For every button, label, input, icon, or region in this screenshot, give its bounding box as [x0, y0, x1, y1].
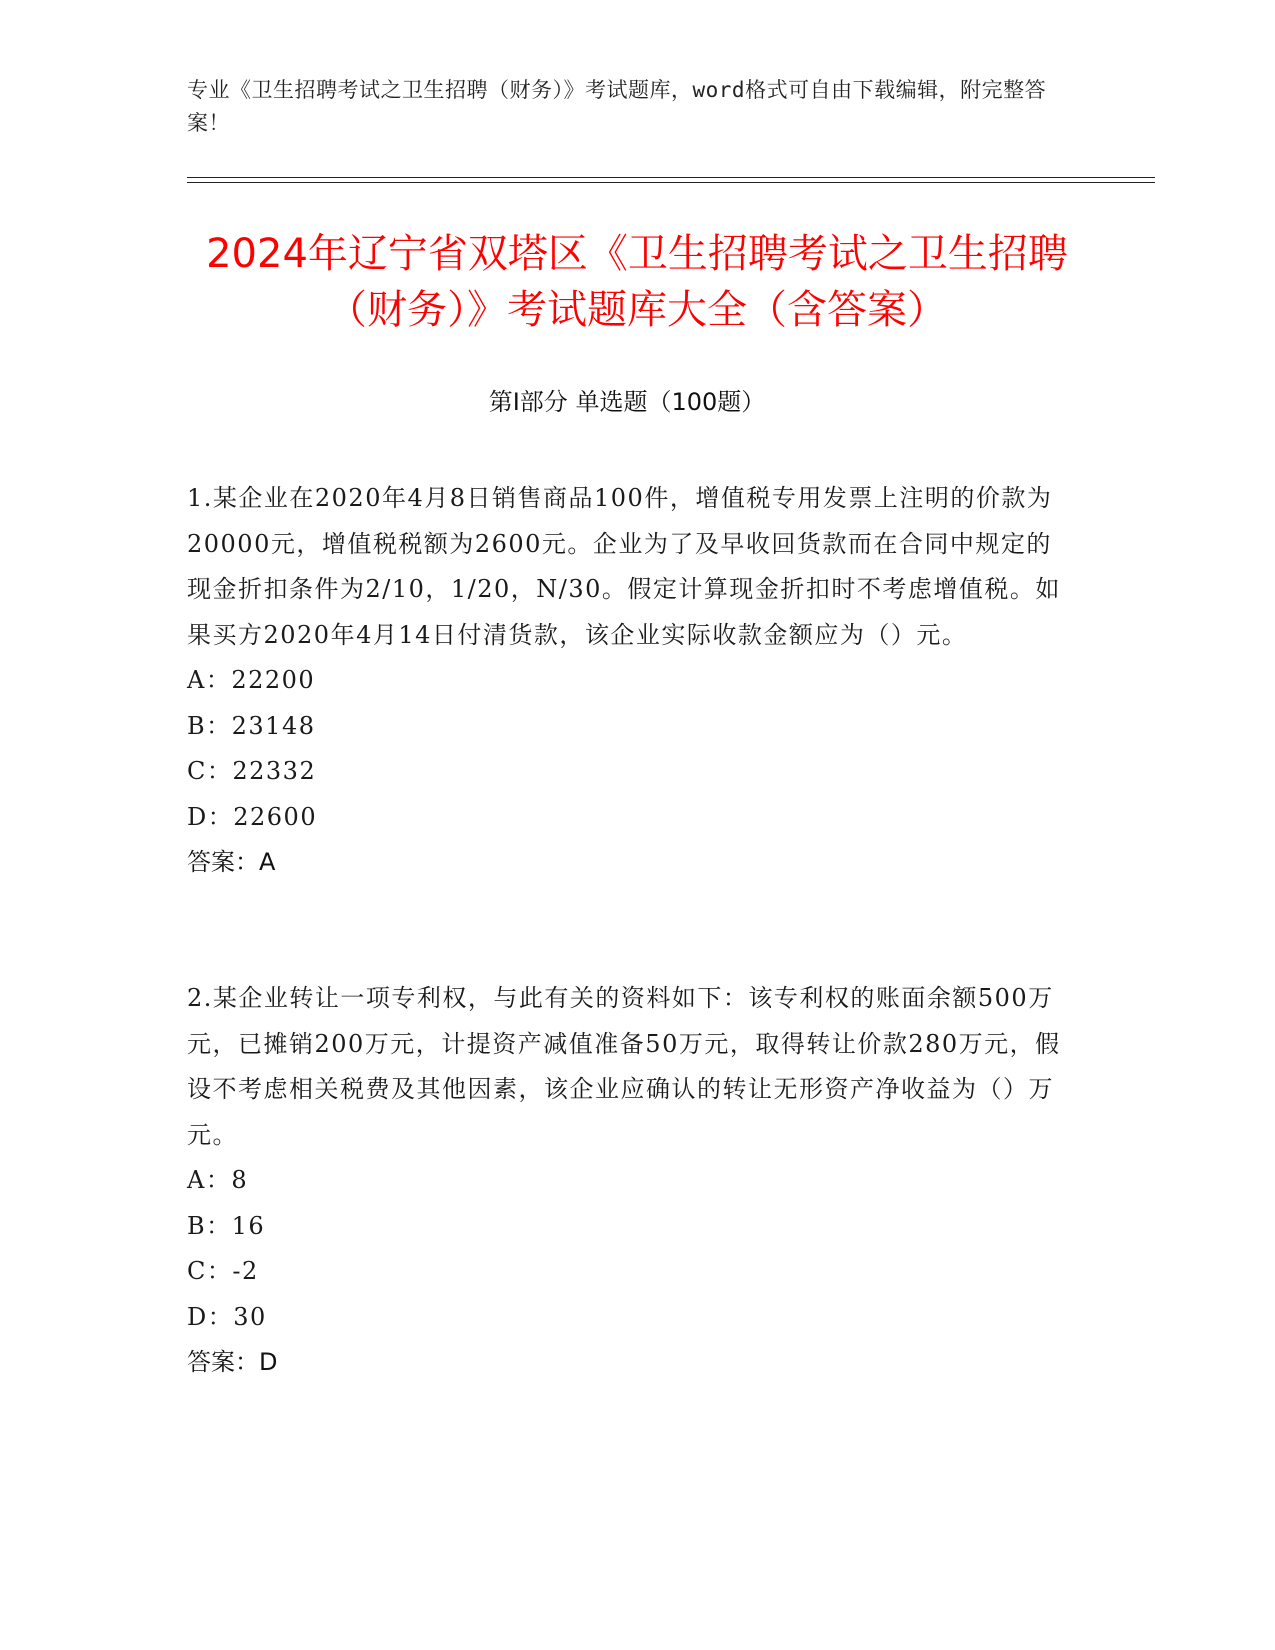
header-divider-bottom	[187, 182, 1155, 183]
option-a: A：8	[187, 1166, 249, 1194]
option-b: B：16	[187, 1211, 266, 1240]
question-2	[187, 976, 1067, 1386]
option-b: B：23148	[187, 711, 316, 740]
option-d: D：30	[187, 1302, 267, 1331]
question-stem: 2.某企业转让一项专利权，与此有关的资料如下：该专利权的账面余额500万元，已摊销200万元，计提资产减值准备50万元，取得转让价款280万元，假设不考虑相关税费及其他因素，该企业应确认的转让无形资产净收益为（）万元。	[187, 984, 1061, 1149]
option-c: C：22332	[187, 757, 317, 785]
option-d: D：22600	[187, 802, 318, 831]
header-note: 专业《卫生招聘考试之卫生招聘（财务）》考试题库，word格式可自由下载编辑，附完整答案！	[187, 78, 1047, 135]
section-heading: 第Ⅰ部分 单选题（100题）	[488, 388, 766, 416]
option-c: C：-2	[187, 1257, 259, 1285]
question-1	[187, 476, 1067, 886]
option-a: A：22200	[187, 666, 316, 694]
answer-line: 答案：D	[187, 1348, 278, 1376]
header-divider-top	[187, 177, 1155, 178]
document-title: 2024年辽宁省双塔区《卫生招聘考试之卫生招聘（财务）》考试题库大全（含答案）	[206, 231, 1068, 333]
answer-line: 答案：A	[187, 848, 276, 876]
question-stem: 1.某企业在2020年4月8日销售商品100件，增值税专用发票上注明的价款为20000元，增值税税额为2600元。企业为了及早收回货款而在合同中规定的现金折扣条件为2/10，1/20，N/30。假定计算现金折扣时不考虑增值税。如果买方2020年4月14日付清货款，该企业实际收款金额应为（）元。	[187, 484, 1061, 649]
